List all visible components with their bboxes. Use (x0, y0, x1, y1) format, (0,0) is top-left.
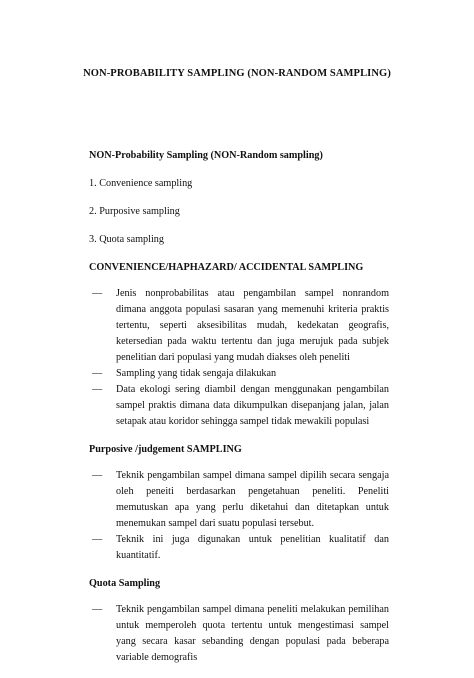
dash-bullet-icon: — (92, 384, 103, 395)
dash-bullet-icon: — (92, 288, 103, 299)
bullet-item (89, 602, 389, 666)
dash-bullet-icon: — (92, 534, 103, 545)
bullet-text: Sampling yang tidak sengaja dilakukan (116, 368, 277, 379)
bullet-item (89, 366, 389, 382)
section-heading-quota: Quota Sampling (89, 578, 161, 589)
list-item-quota: 3. Quota sampling (89, 234, 164, 245)
bullet-text: Data ekologi sering diambil dengan menggunakan pengambilan sampel praktis dimana data dikumpulkan disepanjang jalan, jalan setapak atau koridor sehingga sampel tidak mewakili populasi (116, 384, 389, 427)
intro-heading: NON-Probability Sampling (NON-Random sampling) (89, 150, 323, 161)
bullet-item (89, 382, 389, 430)
bullet-text: Teknik ini juga digunakan untuk penelitian kualitatif dan kuantitatif. (116, 534, 389, 561)
section-heading-purposive: Purposive /judgement SAMPLING (89, 444, 242, 455)
bullet-list-purposive (89, 468, 389, 564)
dash-bullet-icon: — (92, 368, 103, 379)
bullet-item (89, 532, 389, 564)
bullet-list-quota (89, 602, 389, 666)
list-item-purposive: 2. Purposive sampling (89, 206, 180, 217)
dash-bullet-icon: — (92, 604, 103, 615)
document-body (89, 148, 389, 678)
bullet-text: Teknik pengambilan sampel dimana peneliti melakukan pemilihan untuk memperoleh quota tertentu untuk mengestimasi sampel yang secara kasar sebanding dengan populasi pada beberapa variable demografis (116, 604, 389, 663)
bullet-list-convenience (89, 286, 389, 430)
document-title: NON-PROBABILITY SAMPLING (NON-RANDOM SAMPLING) (83, 68, 391, 79)
section-heading-convenience: CONVENIENCE/HAPHAZARD/ ACCIDENTAL SAMPLING (89, 262, 364, 273)
bullet-item (89, 286, 389, 366)
list-item-convenience: 1. Convenience sampling (89, 178, 193, 189)
bullet-text: Teknik pengambilan sampel dimana sampel dipilih secara sengaja oleh peneiti berdasarkan pengetahuan peneliti. Peneliti memutuskan apa yang perlu diketahui dan ditetapkan untuk menemukan sampel dari suatu populasi tersebut. (116, 470, 389, 529)
bullet-text: Jenis nonprobabilitas atau pengambilan sampel nonrandom dimana anggota populasi sasaran yang memenuhi kriteria praktis tertentu, seperti aksesibilitas mudah, kedekatan geografis, ketersedian pada waktu tertentu dan juga merujuk pada subjek penelitian dari populasi yang mudah diakses oleh peneliti (116, 288, 389, 363)
dash-bullet-icon: — (92, 470, 103, 481)
bullet-item (89, 468, 389, 532)
